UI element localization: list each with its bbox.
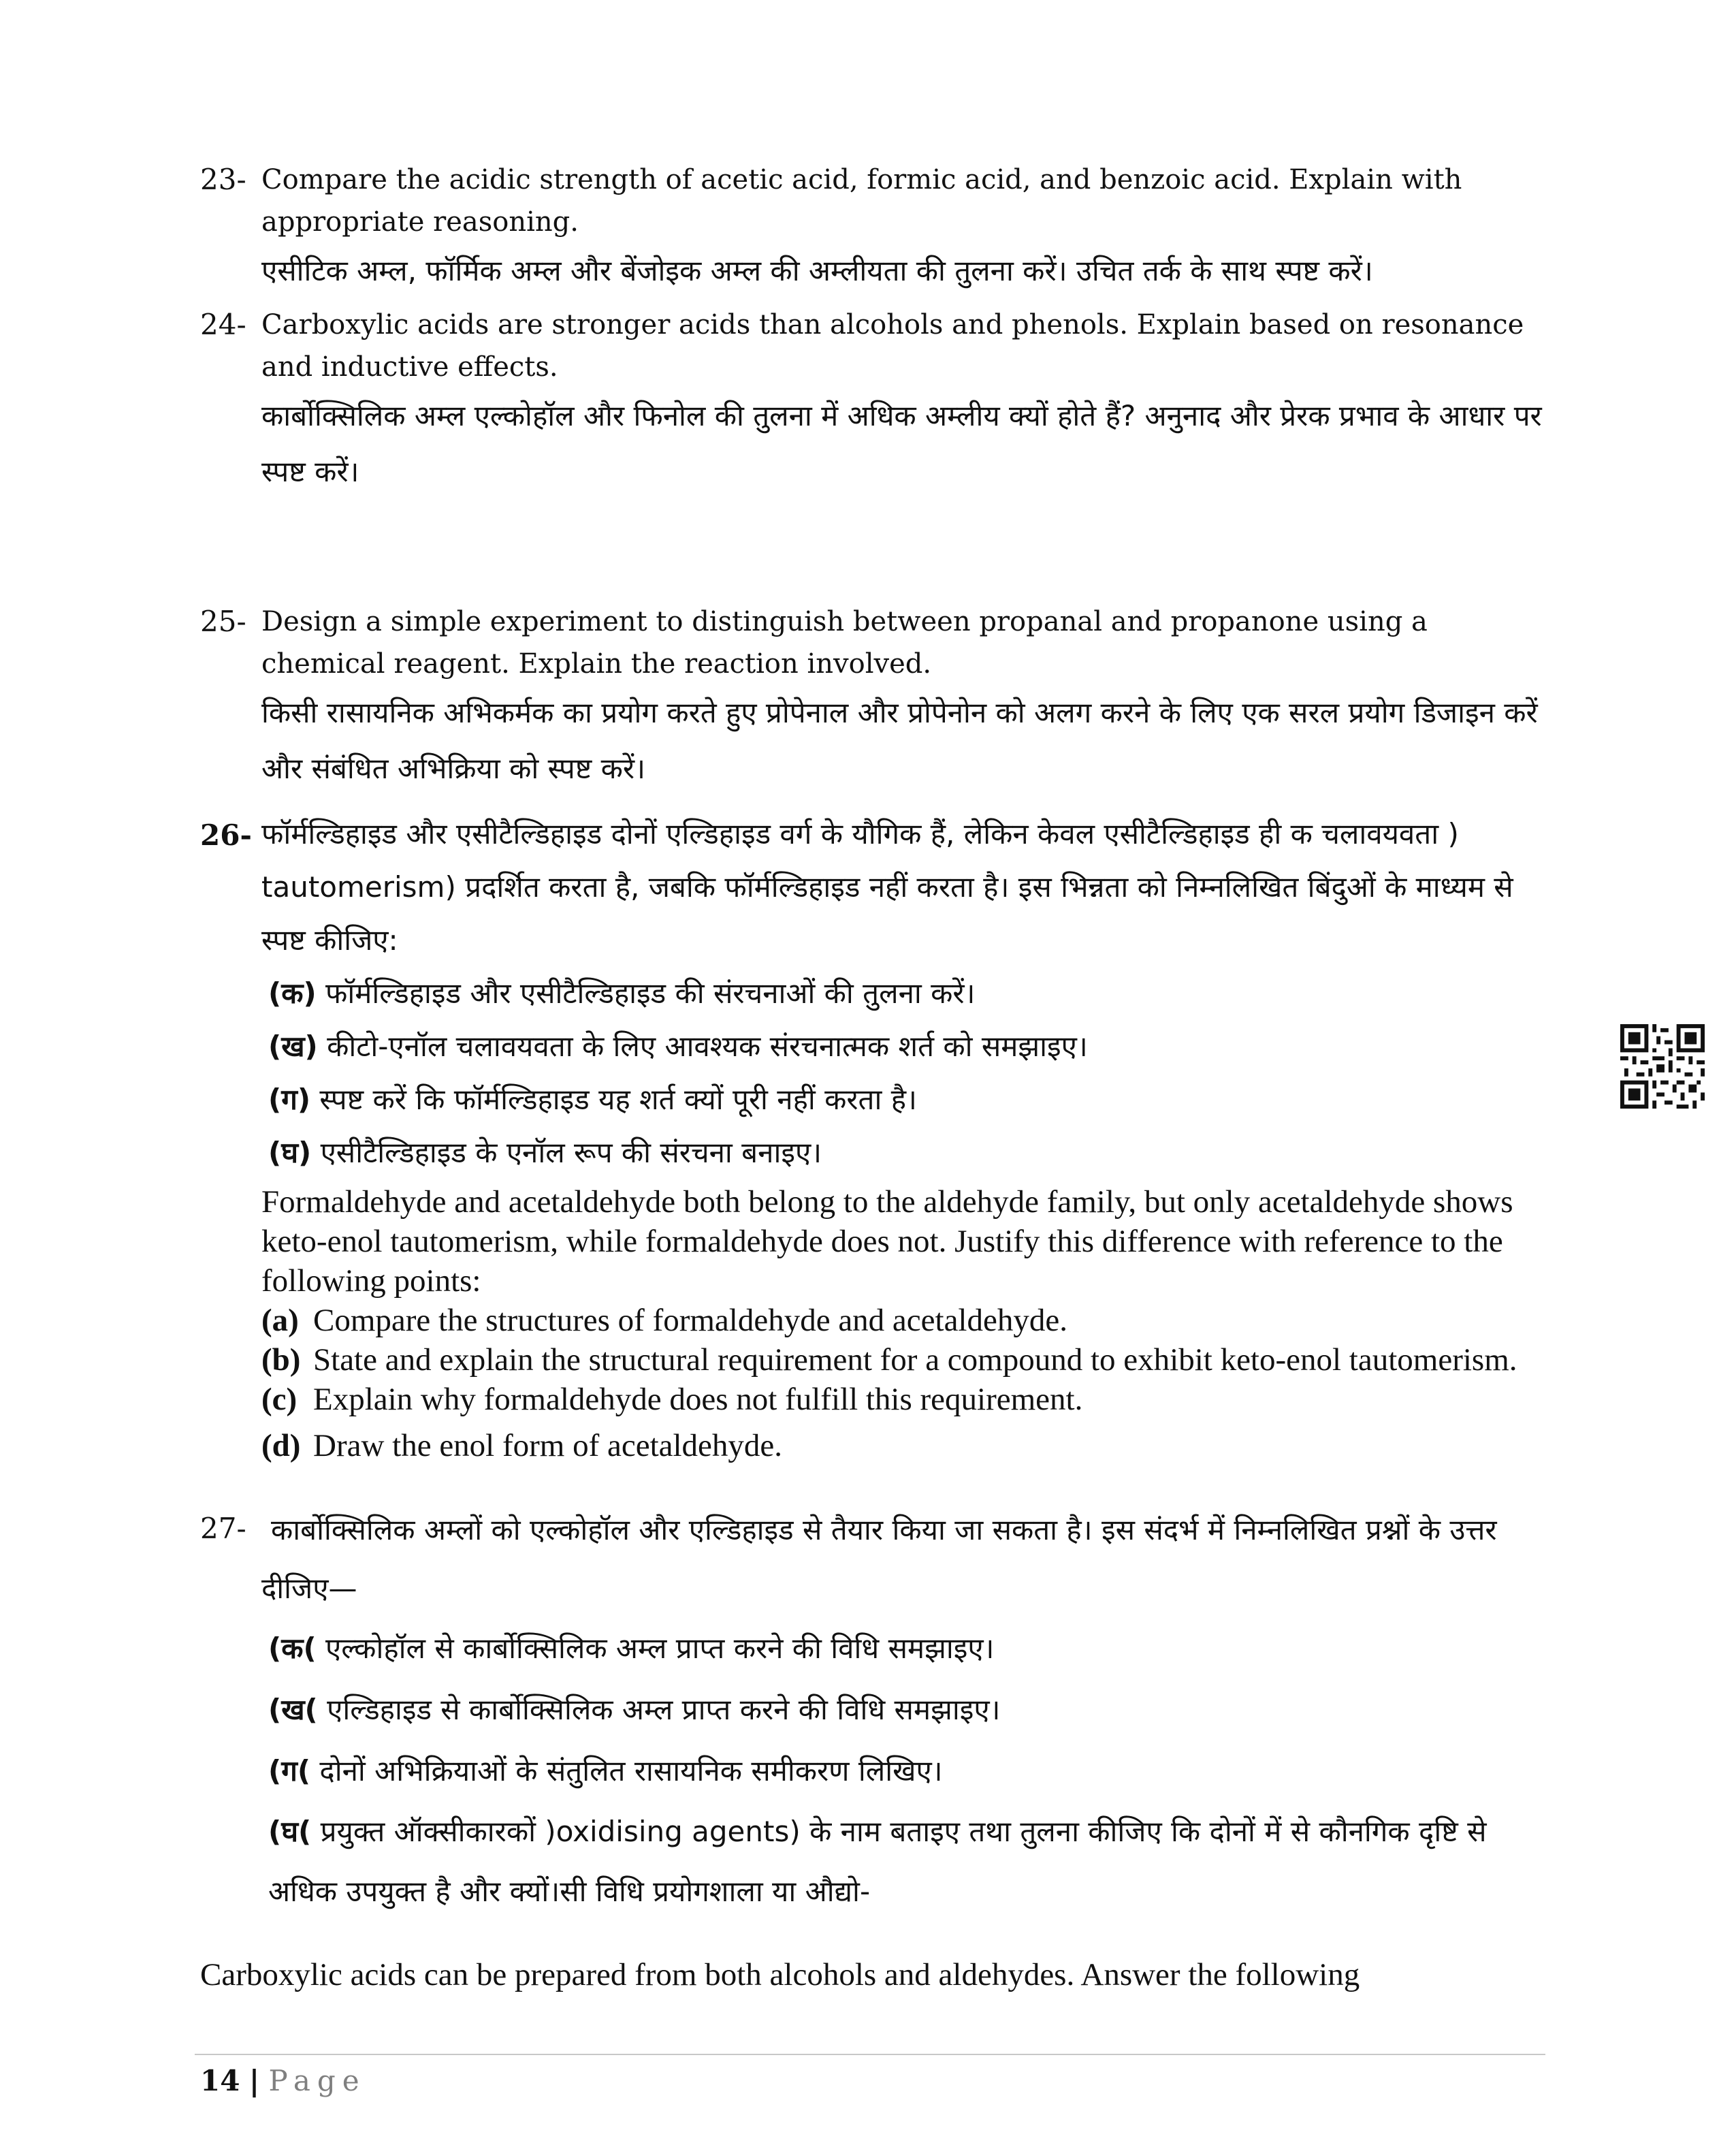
hindi-part-ga — [268, 1741, 1548, 1802]
question-number: 26- — [200, 819, 252, 852]
question-23 — [200, 159, 1548, 299]
page-number: 14 — [200, 2064, 240, 2097]
part-text: कीटो-एनॉल चलावयवता के लिए आवश्यक संरचनात्मक शर्त को समझाइए। — [327, 1030, 1088, 1063]
question-english: Compare the acidic strength of acetic acid, formic acid, and benzoic acid. Explain with appropriate reasoning. — [261, 164, 1462, 238]
question-hindi: कार्बोक्सिलिक अम्ल एल्कोहॉल और फिनोल की तुलना में अधिक अम्लीय क्यों होते हैं? अनुनाद और प्रेरक प्रभाव के आधार पर स्पष्ट करें। — [261, 399, 1542, 488]
part-text: प्रयुक्त ऑक्सीकारकों )oxidising agents) के नाम बताइए तथा तुलना कीजिए कि दोनों में से कौनगिक दृष्टि से अधिक उपयुक्त है और क्यों।सी विधि प्रयोगशाला या औद्यो- — [268, 1815, 1487, 1908]
hindi-part-ga — [268, 1073, 1548, 1126]
question-25 — [200, 601, 1548, 797]
hindi-part-ka — [268, 967, 1548, 1020]
question-24 — [200, 304, 1548, 500]
part-label: (ख( — [268, 1693, 318, 1726]
question-hindi-intro: कार्बोक्सिलिक अम्लों को एल्कोहॉल और एल्डिहाइड से तैयार किया जा सकता है। इस संदर्भ में निम्नलिखित प्रश्नों के उत्तर दीजिए— — [261, 1513, 1497, 1605]
hindi-part-kha — [268, 1679, 1548, 1741]
question-hindi: एसीटिक अम्ल, फॉर्मिक अम्ल और बेंजोइक अम्ल की अम्लीयता की तुलना करें। उचित तर्क के साथ स्पष्ट करें। — [261, 254, 1373, 287]
part-label: (ग( — [268, 1754, 311, 1788]
part-text: Compare the structures of formaldehyde and acetaldehyde. — [313, 1303, 1067, 1338]
question-hindi: किसी रासायनिक अभिकर्मक का प्रयोग करते हुए प्रोपेनाल और प्रोपेनोन को अलग करने के लिए एक सरल प्रयोग डिजाइन करें और संबंधित अभिक्रिया को स्पष्ट करें। — [261, 696, 1538, 785]
part-label: (d) — [261, 1428, 301, 1463]
hindi-part-gha — [268, 1126, 1548, 1179]
question-number: 23- — [200, 163, 246, 196]
question-hindi-intro: फॉर्मल्डिहाइड और एसीटैल्डिहाइड दोनों एल्डिहाइड वर्ग के यौगिक हैं, लेकिन केवल एसीटैल्डिहाइड ही क चलावयवता ) tautomerism) प्रदर्शित करता है, जबकि फॉर्मल्डिहाइड नहीं करता है। इस भिन्नता को निम्नलिखित बिंदुओं के माध्यम से स्पष्ट कीजिए: — [261, 817, 1513, 957]
part-label: (घ( — [268, 1815, 312, 1848]
part-text: एसीटैल्डिहाइड के एनॉल रूप की संरचना बनाइए। — [320, 1136, 822, 1169]
footer-divider — [195, 2054, 1545, 2055]
part-text: एल्कोहॉल से कार्बोक्सिलिक अम्ल प्राप्त करने की विधि समझाइए। — [325, 1632, 995, 1665]
question-number: 24- — [200, 308, 246, 341]
english-part-a — [261, 1301, 1548, 1340]
question-english: Design a simple experiment to distinguish between propanal and propanone using a chemical reagent. Explain the reaction involved. — [261, 606, 1428, 680]
english-part-b — [261, 1340, 1548, 1380]
part-label: (क( — [268, 1632, 317, 1665]
english-part-c — [261, 1380, 1548, 1419]
part-label: (ग) — [268, 1083, 311, 1116]
question-number: 27- — [200, 1512, 246, 1545]
part-text: Draw the enol form of acetaldehyde. — [313, 1428, 783, 1463]
question-english: Carboxylic acids are stronger acids than alcohols and phenols. Explain based on resonance and inductive effects. — [261, 309, 1524, 383]
part-text: State and explain the structural requirement for a compound to exhibit keto-enol tautomerism. — [313, 1342, 1517, 1378]
hindi-part-ka — [268, 1618, 1548, 1679]
part-label: (घ) — [268, 1136, 312, 1169]
part-text: दोनों अभिक्रियाओं के संतुलित रासायनिक समीकरण लिखिए। — [319, 1754, 943, 1788]
qr-code-icon — [1620, 1024, 1705, 1109]
part-label: (c) — [261, 1382, 298, 1417]
hindi-part-kha — [268, 1020, 1548, 1073]
part-text: स्पष्ट करें कि फॉर्मल्डिहाइड यह शर्त क्यों पूरी नहीं करता है। — [319, 1083, 917, 1116]
part-text: Explain why formaldehyde does not fulfill this requirement. — [313, 1382, 1083, 1417]
footer-separator: | — [248, 2064, 260, 2097]
page-label: Page — [268, 2064, 366, 2097]
question-27 — [200, 1501, 1548, 1922]
part-label: (ख) — [268, 1030, 318, 1063]
english-part-d — [261, 1426, 1548, 1465]
part-label: (क) — [268, 976, 317, 1010]
part-text: एल्डिहाइड से कार्बोक्सिलिक अम्ल प्राप्त करने की विधि समझाइए। — [327, 1693, 1001, 1726]
question-27-english-intro: Carboxylic acids can be prepared from both alcohols and aldehydes. Answer the following — [200, 1957, 1360, 1992]
part-label: (a) — [261, 1303, 299, 1338]
part-text: फॉर्मल्डिहाइड और एसीटैल्डिहाइड की संरचनाओं की तुलना करें। — [325, 976, 976, 1010]
hindi-part-gha — [268, 1802, 1548, 1922]
part-label: (b) — [261, 1342, 301, 1378]
page-footer — [200, 2061, 366, 2101]
question-english-intro: Formaldehyde and acetaldehyde both belong to the aldehyde family, but only acetaldehyde shows keto-enol tautomerism, while formaldehyde does not. Justify this difference with reference to the following points: — [261, 1184, 1513, 1299]
question-number: 25- — [200, 605, 246, 638]
question-26 — [200, 808, 1548, 1465]
